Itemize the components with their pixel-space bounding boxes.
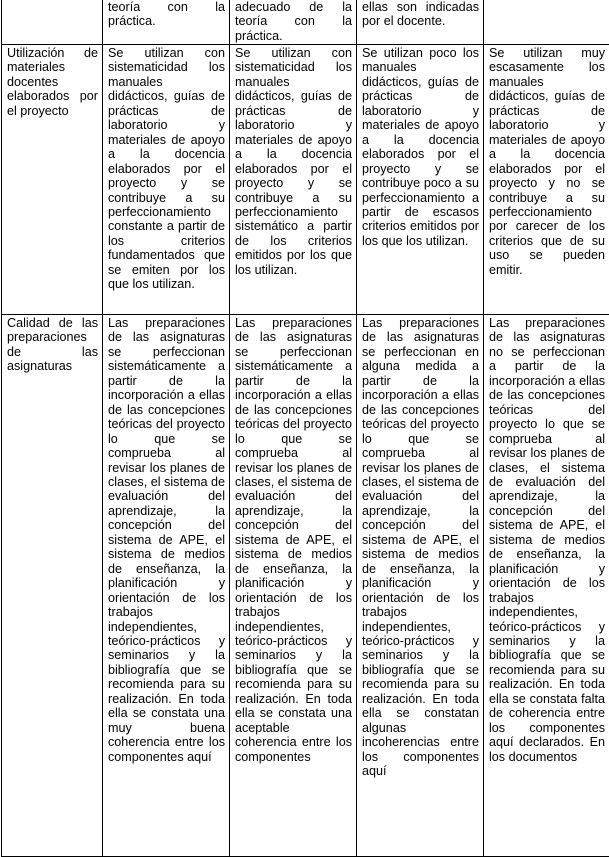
indicator-cell xyxy=(2,0,103,45)
indicator-text: Utilización de materiales docentes elaborados por el proyecto xyxy=(7,46,98,118)
level-text: Se utilizan muy escasamente los manuales didácticos, guías de prácticas de laboratorio y materiales de apoyo a la docencia elaborados por el proyecto y no se contribuye a su perfeccionamiento por carecer de los criterios que de su uso se pueden emitir. xyxy=(489,46,605,277)
evaluation-rubric-table xyxy=(1,0,609,857)
level-cell-3 xyxy=(357,315,484,857)
level-cell-2 xyxy=(230,0,357,45)
level-cell-3 xyxy=(357,45,484,315)
level-cell-1 xyxy=(103,45,230,315)
indicator-text: Calidad de las preparaciones de las asignaturas xyxy=(7,316,98,374)
level-cell-2 xyxy=(230,45,357,315)
level-text: Se utilizan poco los manuales didácticos, guías de prácticas de laboratorio y materiales de apoyo a la docencia elaborados por el proyecto y se contribuye poco a su perfeccionamiento a partir de escasos criterios emitidos por los que los utilizan. xyxy=(362,46,479,248)
level-text: ellas son indicadas por el docente. xyxy=(362,0,479,29)
level-text: adecuado de la teoría con la práctica. xyxy=(235,0,352,43)
level-cell-4 xyxy=(484,315,609,857)
level-cell-3 xyxy=(357,0,484,45)
table-row-materiales-docentes xyxy=(2,45,609,315)
level-text: Se utilizan con sistematicidad los manuales didácticos, guías de prácticas de laboratorio y materiales de apoyo a la docencia elaborados por el proyecto y se contribuye a su perfeccionamiento constante a partir de los criterios fundamentados que se emiten por los que los utilizan. xyxy=(108,46,225,292)
level-cell-4 xyxy=(484,45,609,315)
level-cell-1 xyxy=(103,0,230,45)
level-cell-2 xyxy=(230,315,357,857)
level-text: teoría con la práctica. xyxy=(108,0,225,29)
level-cell-4 xyxy=(484,0,609,45)
level-text: Las preparaciones de las asignaturas no se perfeccionan a partir de la incorporación a ellas de las concepciones teóricas del proyecto lo que se comprueba al revisar los planes de clases, el sistema de evaluación del aprendizaje, la concepción del sistema de APE, el sistema de medios de enseñanza, la planificación y orientación de los trabajos independientes, teórico-prácticos y seminarios y la bibliografía que se recomienda para su realización. En toda ella se constata falta de coherencia entre los componentes aquí declarados. En los documentos xyxy=(489,316,605,764)
level-text: Las preparaciones de las asignaturas se perfeccionan sistemáticamente a partir de la incorporación a ellas de las concepciones teóricas del proyecto lo que se comprueba al revisar los planes de clases, el sistema de evaluación del aprendizaje, la concepción del sistema de APE, el sistema de medios de enseñanza, la planificación y orientación de los trabajos independientes, teórico-prácticos y seminarios y la bibliografía que se recomienda para su realización. En toda ella se constata una aceptable coherencia entre los componentes xyxy=(235,316,352,764)
table-row-continuation xyxy=(2,0,609,45)
level-text: Las preparaciones de las asignaturas se perfeccionan en alguna medida a partir de la incorporación a ellas de las concepciones teóricas del proyecto lo que se comprueba al revisar los planes de clases, el sistema de evaluación del aprendizaje, la concepción del sistema de APE, el sistema de medios de enseñanza, la planificación y orientación de los trabajos independientes, teórico-prácticos y seminarios y la bibliografía que se recomienda para su realización. En toda ella se constatan algunas incoherencias entre los componentes aquí xyxy=(362,316,479,779)
level-cell-1 xyxy=(103,315,230,857)
table-row-calidad-preparaciones xyxy=(2,315,609,857)
level-text: Se utilizan con sistematicidad los manuales didácticos, guías de prácticas de laboratorio y materiales de apoyo a la docencia elaborados por el proyecto y se contribuye a su perfeccionamiento sistemático a partir de los criterios emitidos por los que los utilizan. xyxy=(235,46,352,277)
indicator-cell xyxy=(2,45,103,315)
level-text: Las preparaciones de las asignaturas se perfeccionan sistemáticamente a partir de la incorporación a ellas de las concepciones teóricas del proyecto lo que se comprueba al revisar los planes de clases, el sistema de evaluación del aprendizaje, la concepción del sistema de APE, el sistema de medios de enseñanza, la planificación y orientación de los trabajos independientes, teórico-prácticos y seminarios y la bibliografía que se recomienda para su realización. En toda ella se constata una muy buena coherencia entre los componentes aquí xyxy=(108,316,225,764)
indicator-cell xyxy=(2,315,103,857)
